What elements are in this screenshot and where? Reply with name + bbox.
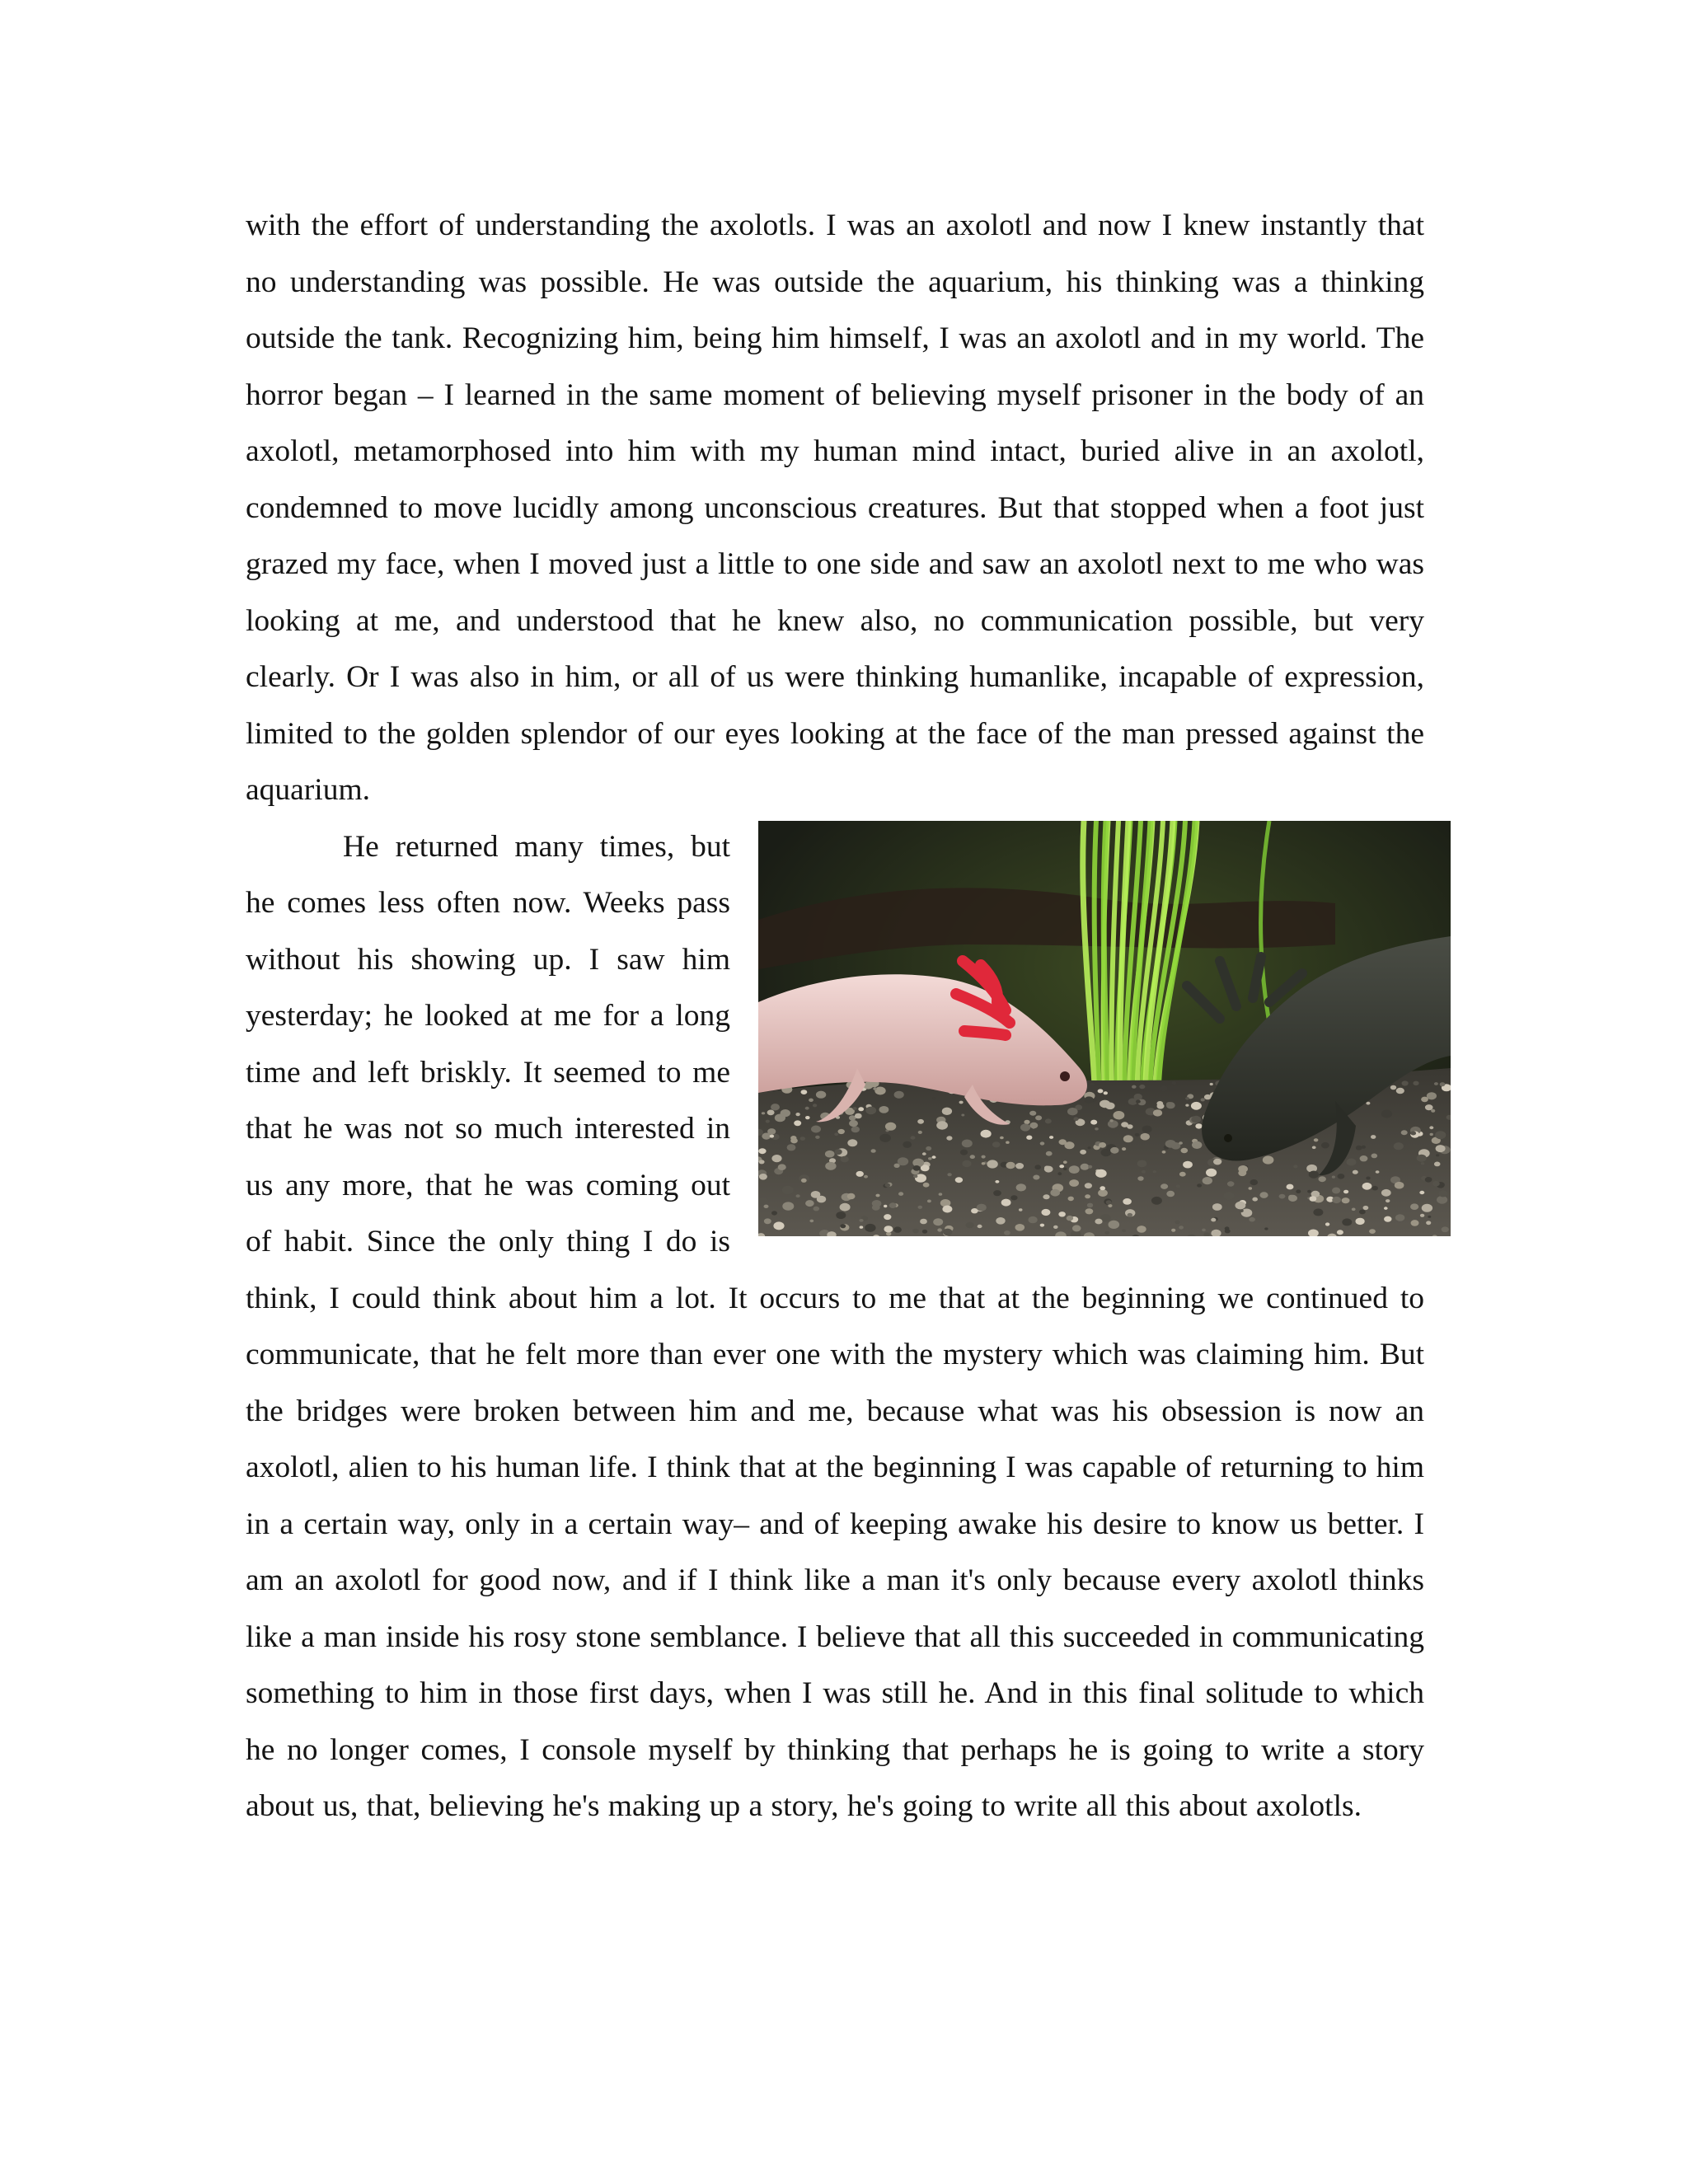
axolotl-photo — [758, 821, 1451, 1236]
dark-axolotl-eye — [1224, 1134, 1232, 1142]
document-page — [246, 198, 1424, 1835]
paragraph-2 — [246, 819, 1424, 1835]
pink-axolotl-eye — [1060, 1071, 1070, 1081]
paragraph-1: with the effort of understanding the axolotls. I was an axolotl and now I knew instantly that no understanding was possible. He was outside the aquarium, his thinking was a thinking outside the tank. Recognizing him, being him himself, I was an axolotl and in my world. The horror began – I learned in the same moment of believing myself prisoner in the body of an axolotl, metamorphosed into him with my human mind intact, buried alive in an axolotl, condemned to move lucidly among unconscious creatures. But that stopped when a foot just grazed my face, when I moved just a little to one side and saw an axolotl next to me who was looking at me, and understood that he knew also, no communication possible, but very clearly. Or I was also in him, or all of us were thinking humanlike, incapable of expression, limited to the golden splendor of our eyes looking at the face of the man pressed against the aquarium. — [246, 209, 1424, 807]
paragraph-2-text: He returned many times, but he comes less often now. Weeks pass without his showing up. I saw him yesterday; he looked at me for a long time and left briskly. It seemed to me that he was not so much interested in us any more, that he was coming out of habit. Since the only thing I do is think, I could think about him a lot. It occurs to me that at the beginning we continued to communicate, that he felt more than ever one with the mystery which was claiming him. But the bridges were broken between him and me, because what was his obsession is now an axolotl, alien to his human life. I think that at the beginning I was capable of returning to him in a certain way, only in a certain way– and of keeping awake his desire to know us better. I am an axolotl for good now, and if I think like a man it's only because every axolotl thinks like a man inside his rosy stone semblance. I believe that all this succeeded in communicating something to him in those first days, when I was still he. And in this final solitude to which he no longer comes, I console myself by thinking that perhaps he is going to write a story about us, that, believing he's making up a story, he's going to write all this about axolotls. — [246, 829, 1424, 1823]
axolotl-photo-image — [758, 821, 1451, 1236]
